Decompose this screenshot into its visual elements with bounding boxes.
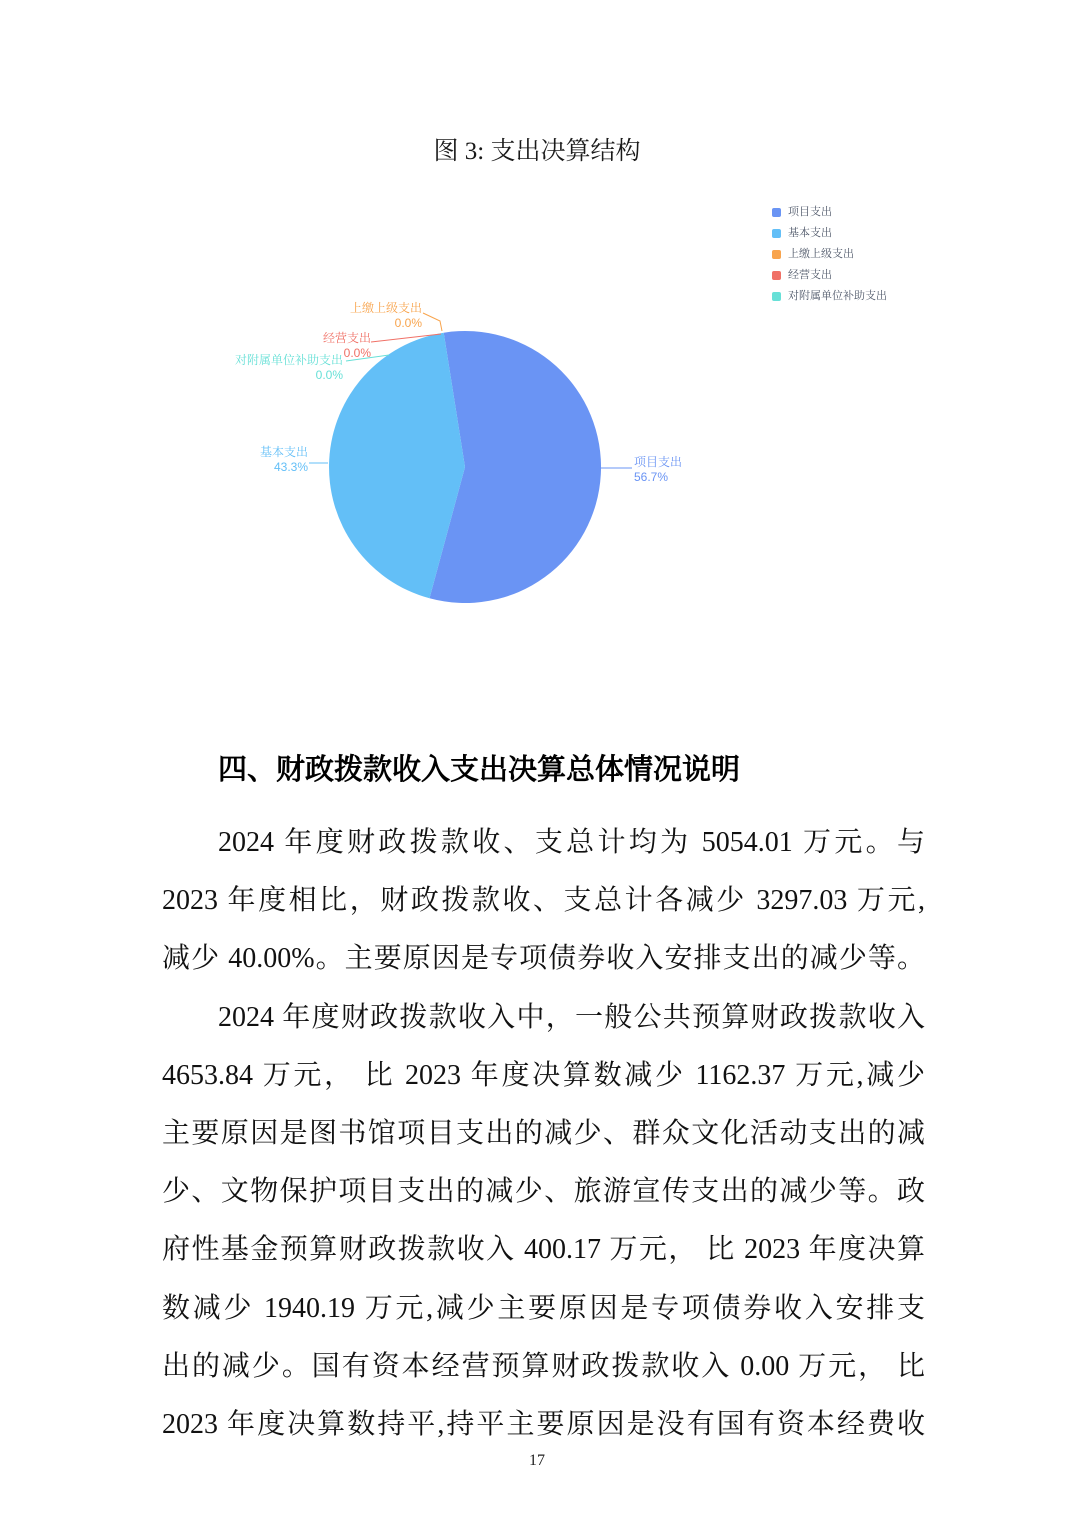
body-line: 4653.84 万元， 比 2023 年度决算数减少 1162.37 万元,减少	[162, 1059, 925, 1091]
pie-label-upper-level	[310, 301, 422, 331]
legend-label: 经营支出	[788, 269, 832, 281]
pie-label-pct: 56.7%	[634, 470, 669, 484]
pie-slices	[329, 331, 601, 603]
pie-label-name: 对附属单位补助支出	[234, 353, 343, 367]
legend-item[interactable]	[772, 249, 887, 260]
pie-label-project	[634, 455, 730, 485]
body-line: 府性基金预算财政拨款收入 400.17 万元， 比 2023 年度决算	[162, 1234, 925, 1266]
figure-title: 图 3: 支出决算结构	[433, 138, 641, 165]
body-line: 2023 年度决算数持平,持平主要原因是没有国有资本经费收	[162, 1408, 925, 1440]
body-line: 2024 年度财政拨款收、支总计均为 5054.01 万元。与	[218, 827, 925, 858]
page-number: 17	[529, 1452, 545, 1469]
pie-chart	[0, 190, 1074, 710]
pie-label-name: 基本支出	[259, 445, 308, 459]
body-line: 少、文物保护项目支出的减少、旅游宣传支出的减少等。政	[162, 1176, 925, 1208]
pie-label-pct: 0.0%	[315, 368, 343, 382]
body-line: 减少 40.00%。主要原因是专项债券收入安排支出的减少等。	[162, 943, 925, 975]
body-line: 主要原因是图书馆项目支出的减少、群众文化活动支出的减	[162, 1117, 925, 1149]
body-line: 2023 年度相比，财政拨款收、支总计各减少 3297.03 万元,	[162, 885, 925, 917]
leader-line-upper-level	[423, 313, 442, 331]
legend-swatch	[772, 229, 781, 238]
legend-swatch	[772, 250, 781, 259]
legend-label: 基本支出	[788, 227, 832, 239]
pie-label-subsidy	[229, 353, 343, 383]
legend-label: 上缴上级支出	[788, 248, 854, 260]
legend-label: 对附属单位补助支出	[788, 290, 887, 302]
body-line: 数减少 1940.19 万元,减少主要原因是专项债券收入安排支	[162, 1292, 925, 1324]
legend-label: 项目支出	[788, 206, 832, 218]
pie-label-name: 项目支出	[634, 455, 683, 469]
legend-item[interactable]	[772, 228, 887, 239]
body-line: 2024 年度财政拨款收入中，一般公共预算财政拨款收入	[218, 1001, 925, 1033]
legend-item[interactable]	[772, 291, 887, 302]
legend-item[interactable]	[772, 270, 887, 281]
legend-swatch	[772, 292, 781, 301]
pie-label-name: 经营支出	[322, 331, 371, 345]
section-heading: 四、财政拨款收入支出决算总体情况说明	[218, 754, 741, 786]
legend-swatch	[772, 271, 781, 280]
pie-label-name: 上缴上级支出	[349, 301, 422, 315]
pie-label-pct: 43.3%	[273, 460, 308, 474]
pie-label-basic	[229, 445, 308, 475]
chart-legend	[772, 207, 887, 302]
pie-label-pct: 0.0%	[394, 316, 422, 330]
body-line: 出的减少。国有资本经营预算财政拨款收入 0.00 万元， 比	[162, 1350, 925, 1382]
pie-label-pct: 0.0%	[343, 346, 371, 360]
legend-item[interactable]	[772, 207, 887, 218]
legend-swatch	[772, 208, 781, 217]
body-text	[162, 814, 925, 1454]
